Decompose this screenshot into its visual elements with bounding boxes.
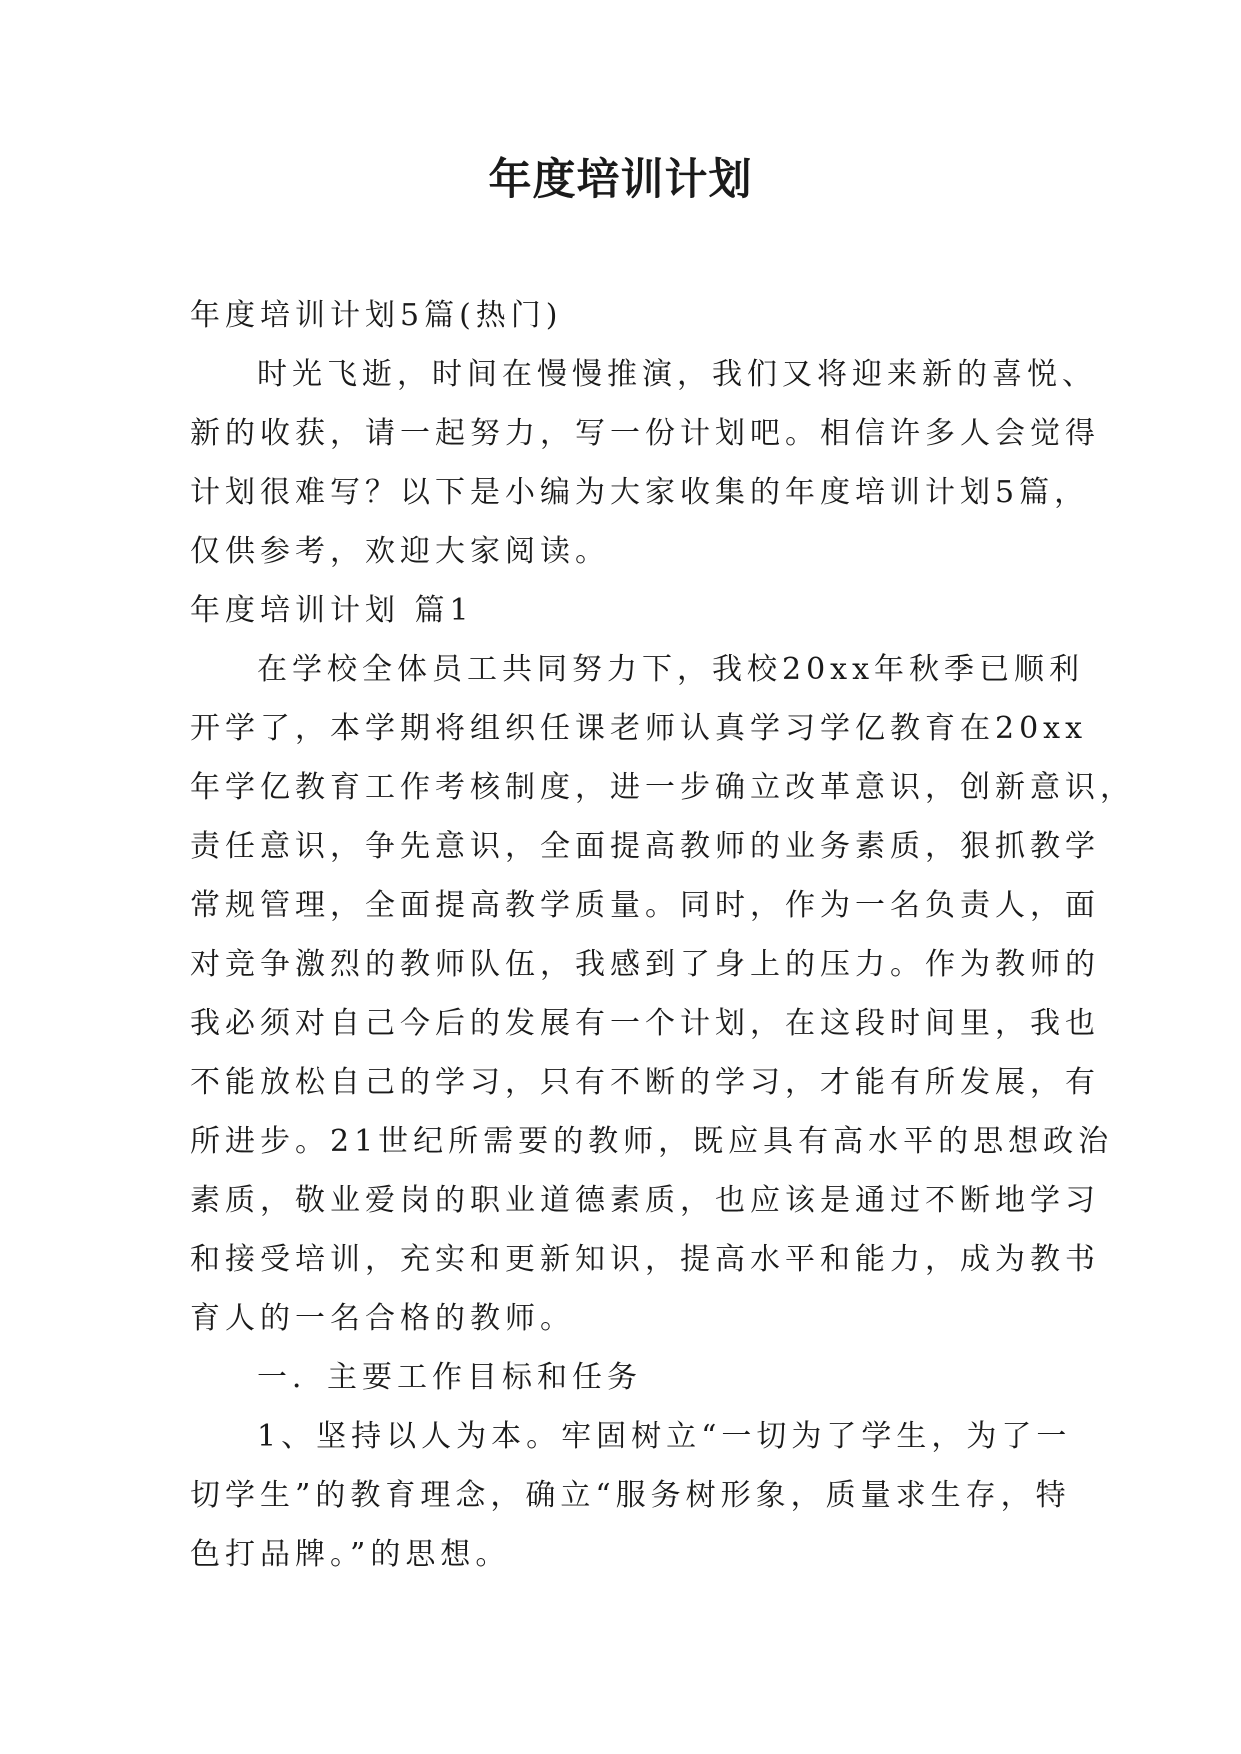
paragraph-line: 对竞争激烈的教师队伍，我感到了身上的压力。作为教师的 <box>190 947 1100 982</box>
paragraph-line: 常规管理，全面提高教学质量。同时，作为一名负责人，面 <box>190 888 1100 923</box>
list-item-line: 切学生”的教育理念，确立“服务树形象，质量求生存，特 <box>190 1478 1071 1513</box>
paragraph-line: 素质，敬业爱岗的职业道德素质，也应该是通过不断地学习 <box>190 1183 1100 1218</box>
list-heading: 一．主要工作目标和任务 <box>257 1360 642 1395</box>
paragraph-line: 开学了，本学期将组织任课老师认真学习学亿教育在20xx <box>190 711 1088 746</box>
subtitle-line: 年度培训计划5篇(热门) <box>190 298 563 333</box>
paragraph-line: 在学校全体员工共同努力下，我校20xx年秋季已顺利 <box>257 652 1085 687</box>
list-item-line: 1、坚持以人为本。牢固树立“一切为了学生，为了一 <box>257 1419 1072 1454</box>
list-item-line: 色打品牌。”的思想。 <box>190 1537 511 1572</box>
paragraph-line: 仅供参考，欢迎大家阅读。 <box>190 534 610 569</box>
paragraph-line: 我必须对自己今后的发展有一个计划，在这段时间里，我也 <box>190 1006 1100 1041</box>
paragraph-line: 和接受培训，充实和更新知识，提高水平和能力，成为教书 <box>190 1242 1100 1277</box>
section-heading: 年度培训计划 篇1 <box>190 593 474 628</box>
document-body <box>190 286 1135 1584</box>
document-title: 年度培训计划 <box>488 155 753 205</box>
paragraph-line: 新的收获，请一起努力，写一份计划吧。相信许多人会觉得 <box>190 416 1100 451</box>
paragraph-line: 育人的一名合格的教师。 <box>190 1301 575 1336</box>
paragraph-line: 计划很难写？以下是小编为大家收集的年度培训计划5篇， <box>190 475 1090 510</box>
paragraph-line: 时光飞逝，时间在慢慢推演，我们又将迎来新的喜悦、 <box>257 357 1097 392</box>
paragraph-line: 责任意识，争先意识，全面提高教师的业务素质，狠抓教学 <box>190 829 1100 864</box>
paragraph-line: 不能放松自己的学习，只有不断的学习，才能有所发展，有 <box>190 1065 1100 1100</box>
paragraph-line: 年学亿教育工作考核制度，进一步确立改革意识，创新意识， <box>190 770 1135 805</box>
paragraph-line: 所进步。21世纪所需要的教师，既应具有高水平的思想政治 <box>190 1124 1114 1159</box>
